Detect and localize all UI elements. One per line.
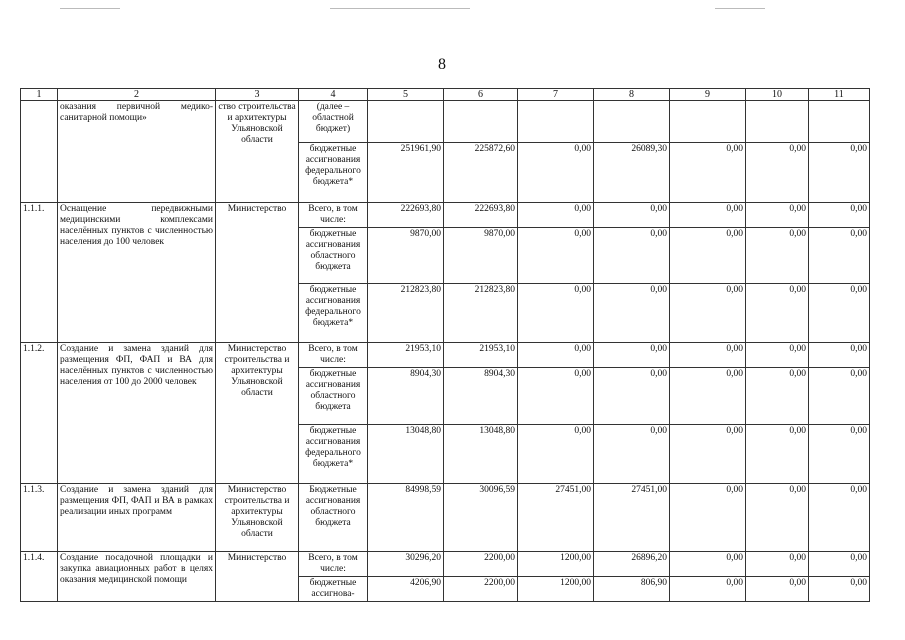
amount-cell: 0,00 [518, 143, 594, 203]
funding-source: бюджетные ассигнования областного бюджета [299, 228, 368, 284]
amount-cell [518, 101, 594, 143]
amount-cell: 212823,80 [368, 284, 444, 343]
column-header: 3 [216, 89, 299, 101]
amount-cell: 26896,20 [594, 552, 670, 577]
amount-cell: 8904,30 [444, 368, 518, 425]
column-header: 10 [746, 89, 809, 101]
column-header: 7 [518, 89, 594, 101]
amount-cell: 0,00 [809, 425, 870, 484]
table-row [21, 203, 870, 228]
column-header: 4 [299, 89, 368, 101]
amount-cell: 0,00 [670, 228, 746, 284]
item-name: Создание и замена зданий для размещения ФП, ФАП и ВА в рамках реализации иных программ [58, 484, 216, 552]
header-row [21, 89, 870, 101]
amount-cell: 1200,00 [518, 577, 594, 602]
amount-cell: 13048,80 [368, 425, 444, 484]
amount-cell: 0,00 [670, 343, 746, 368]
amount-cell: 222693,80 [368, 203, 444, 228]
table-row [21, 101, 870, 143]
funding-source: Всего, в том числе: [299, 343, 368, 368]
amount-cell: 0,00 [746, 343, 809, 368]
amount-cell: 0,00 [746, 228, 809, 284]
amount-cell: 0,00 [746, 284, 809, 343]
item-name: оказания первичной медико-санитарной помощи» [58, 101, 216, 203]
amount-cell: 0,00 [746, 203, 809, 228]
amount-cell [368, 101, 444, 143]
table-row [21, 552, 870, 577]
item-name: Создание и замена зданий для размещения ФП, ФАП и ВА для населённых пунктов с численностью населения от 100 до 2000 человек [58, 343, 216, 484]
column-header: 8 [594, 89, 670, 101]
amount-cell: 0,00 [670, 552, 746, 577]
item-number: 1.1.1. [21, 203, 58, 343]
column-header: 1 [21, 89, 58, 101]
executor: Министерство строительства и архитектуры Ульяновской области [216, 484, 299, 552]
item-number [21, 101, 58, 203]
executor: Министерство [216, 552, 299, 602]
amount-cell: 27451,00 [518, 484, 594, 552]
funding-source: бюджетные ассигнования областного бюджета [299, 368, 368, 425]
amount-cell: 9870,00 [444, 228, 518, 284]
item-number: 1.1.3. [21, 484, 58, 552]
funding-source: Бюджетные ассигнования областного бюджета [299, 484, 368, 552]
amount-cell: 0,00 [746, 552, 809, 577]
amount-cell: 0,00 [518, 228, 594, 284]
funding-source: бюджетные ассигнования федерального бюджета* [299, 143, 368, 203]
funding-source: (далее – областной бюджет) [299, 101, 368, 143]
budget-table [20, 88, 870, 602]
table-row [21, 343, 870, 368]
amount-cell: 0,00 [518, 425, 594, 484]
column-header: 11 [809, 89, 870, 101]
amount-cell: 0,00 [594, 368, 670, 425]
amount-cell: 0,00 [809, 552, 870, 577]
column-header: 6 [444, 89, 518, 101]
funding-source: Всего, в том числе: [299, 552, 368, 577]
amount-cell: 0,00 [809, 203, 870, 228]
amount-cell: 30296,20 [368, 552, 444, 577]
item-number: 1.1.2. [21, 343, 58, 484]
amount-cell: 0,00 [670, 203, 746, 228]
amount-cell [809, 101, 870, 143]
amount-cell: 0,00 [594, 228, 670, 284]
amount-cell: 0,00 [518, 203, 594, 228]
item-number: 1.1.4. [21, 552, 58, 602]
amount-cell: 0,00 [746, 143, 809, 203]
amount-cell: 26089,30 [594, 143, 670, 203]
amount-cell: 0,00 [809, 368, 870, 425]
amount-cell: 2200,00 [444, 577, 518, 602]
column-header: 2 [58, 89, 216, 101]
amount-cell: 0,00 [670, 425, 746, 484]
amount-cell: 222693,80 [444, 203, 518, 228]
funding-source: бюджетные ассигнования федерального бюджета* [299, 284, 368, 343]
amount-cell: 0,00 [746, 577, 809, 602]
table-row [21, 484, 870, 552]
page-number: 8 [438, 56, 446, 73]
amount-cell: 21953,10 [444, 343, 518, 368]
amount-cell: 0,00 [809, 343, 870, 368]
funding-source: Всего, в том числе: [299, 203, 368, 228]
amount-cell: 27451,00 [594, 484, 670, 552]
amount-cell: 1200,00 [518, 552, 594, 577]
amount-cell: 212823,80 [444, 284, 518, 343]
amount-cell: 8904,30 [368, 368, 444, 425]
amount-cell: 30096,59 [444, 484, 518, 552]
amount-cell: 0,00 [670, 284, 746, 343]
item-name: Создание посадочной площадки и закупка авиационных работ в целях оказания медицинской помощи [58, 552, 216, 602]
amount-cell: 0,00 [809, 284, 870, 343]
table-body [21, 89, 870, 602]
amount-cell [444, 101, 518, 143]
executor: ство строительства и архитектуры Ульяновской области [216, 101, 299, 203]
amount-cell: 0,00 [809, 228, 870, 284]
amount-cell: 806,90 [594, 577, 670, 602]
amount-cell: 0,00 [809, 143, 870, 203]
scan-artifact-line [330, 8, 470, 9]
amount-cell: 21953,10 [368, 343, 444, 368]
amount-cell: 251961,90 [368, 143, 444, 203]
amount-cell: 0,00 [670, 368, 746, 425]
amount-cell: 0,00 [594, 343, 670, 368]
item-name: Оснащение передвижными медицинскими комплексами населённых пунктов с численностью населения до 100 человек [58, 203, 216, 343]
amount-cell: 4206,90 [368, 577, 444, 602]
column-header: 5 [368, 89, 444, 101]
amount-cell: 0,00 [746, 368, 809, 425]
amount-cell: 2200,00 [444, 552, 518, 577]
amount-cell [594, 101, 670, 143]
scan-artifact-line [715, 8, 765, 9]
column-header: 9 [670, 89, 746, 101]
executor: Министерство [216, 203, 299, 343]
amount-cell: 13048,80 [444, 425, 518, 484]
executor: Министерство строительства и архитектуры Ульяновской области [216, 343, 299, 484]
amount-cell: 0,00 [518, 284, 594, 343]
amount-cell: 0,00 [809, 577, 870, 602]
amount-cell: 225872,60 [444, 143, 518, 203]
amount-cell: 0,00 [594, 284, 670, 343]
amount-cell: 9870,00 [368, 228, 444, 284]
amount-cell: 84998,59 [368, 484, 444, 552]
funding-source: бюджетные ассигнования федерального бюджета* [299, 425, 368, 484]
amount-cell: 0,00 [809, 484, 870, 552]
amount-cell: 0,00 [594, 203, 670, 228]
amount-cell [746, 101, 809, 143]
amount-cell: 0,00 [746, 425, 809, 484]
amount-cell: 0,00 [670, 484, 746, 552]
amount-cell: 0,00 [670, 577, 746, 602]
amount-cell [670, 101, 746, 143]
amount-cell: 0,00 [594, 425, 670, 484]
amount-cell: 0,00 [746, 484, 809, 552]
amount-cell: 0,00 [518, 343, 594, 368]
scan-artifact-line [60, 8, 120, 9]
amount-cell: 0,00 [670, 143, 746, 203]
funding-source: бюджетные ассигнова- [299, 577, 368, 602]
amount-cell: 0,00 [518, 368, 594, 425]
